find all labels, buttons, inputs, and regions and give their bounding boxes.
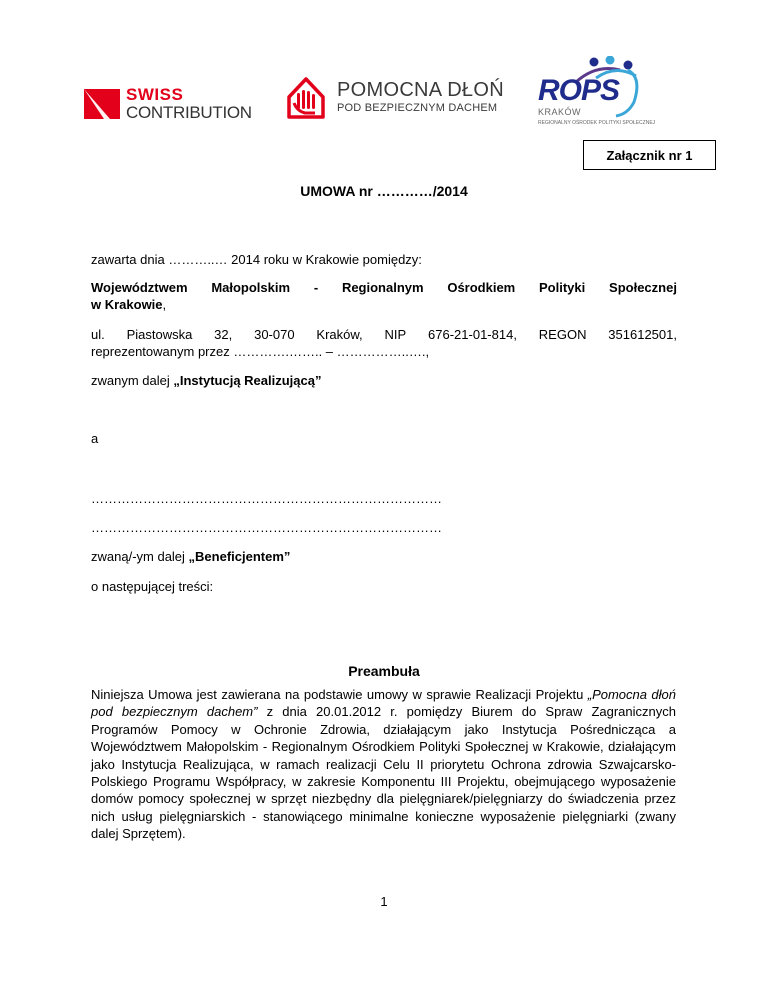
- party1-word: Ośrodkiem: [447, 280, 516, 295]
- party1-called-name: „Instytucją Realizującą”: [173, 373, 322, 388]
- hand-house-icon: [285, 75, 327, 119]
- party1-word: Polityki: [539, 280, 586, 295]
- address-word: 351612501,: [608, 327, 677, 342]
- swiss-logo-line1: SWISS: [126, 85, 184, 104]
- party1-name-line2: [91, 296, 677, 313]
- content-intro: o następującej treści:: [91, 579, 214, 594]
- annex-label: Załącznik nr 1: [583, 140, 716, 170]
- intro-text: zawarta dnia ………..… 2014 roku w Krakowie pomiędzy:: [91, 252, 422, 267]
- page-number: 1: [380, 894, 388, 909]
- dotted-line-2: ………………………………………………………………………: [91, 520, 442, 535]
- rops-subtitle: REGIONALNY OŚRODEK POLITYKI SPOŁECZNEJ: [538, 120, 656, 126]
- party1-name-line1: [91, 279, 677, 296]
- preamble-text-before: Niniejsza Umowa jest zawierana na podstawie umowy w sprawie Realizacji Projektu: [91, 687, 588, 702]
- address-word: NIP: [384, 327, 407, 342]
- pomocna-logo-line2: POD BEZPIECZNYM DACHEM: [337, 102, 498, 114]
- dotted-line-1: ………………………………………………………………………: [91, 491, 442, 506]
- conjunction-text: a: [91, 431, 99, 446]
- address-word: Piastowska: [126, 327, 193, 342]
- party2-called: [91, 548, 677, 565]
- pomocna-dlon-logo: [285, 75, 504, 119]
- party1-called: [91, 372, 677, 389]
- address-word: 32,: [214, 327, 233, 342]
- party1-name-line2-suffix: ,: [162, 297, 167, 312]
- party1-represented: reprezentowanym przez ………….…….. – ……………..….,: [91, 344, 430, 359]
- contract-title: UMOWA nr …………/2014: [300, 183, 468, 199]
- swiss-logo-line2: CONTRIBUTION: [126, 103, 252, 122]
- pomocna-logo-line1: POMOCNA DŁOŃ: [337, 79, 504, 101]
- party2-called-prefix: zwaną/-ym dalej: [91, 549, 189, 564]
- address-word: ul.: [91, 327, 105, 342]
- party1-address-line1: [91, 326, 677, 343]
- party1-called-prefix: zwanym dalej: [91, 373, 174, 388]
- party1-word: Małopolskim: [211, 280, 291, 295]
- party1-word: Województwem: [91, 280, 188, 295]
- rops-logo: [536, 56, 658, 126]
- preamble-project-name: „Pomocna dłoń pod bezpiecznym dachem”: [91, 687, 676, 720]
- address-word: 30-070: [254, 327, 295, 342]
- party1-name-line2-text: w Krakowie: [91, 297, 163, 312]
- preamble-title: Preambuła: [348, 663, 420, 679]
- party1-address: [91, 326, 677, 360]
- swiss-flag-icon: [84, 89, 120, 119]
- address-word: 676-21-01-814,: [428, 327, 517, 342]
- party1-word: Regionalnym: [341, 280, 424, 295]
- preamble-text: [91, 686, 676, 843]
- swiss-contribution-logo: [84, 86, 252, 122]
- party2-called-name: „Beneficjentem”: [188, 549, 291, 564]
- address-word: Kraków,: [316, 327, 363, 342]
- party1-word: Społecznej: [609, 280, 677, 295]
- party1-name: [91, 279, 677, 313]
- address-word: REGON: [538, 327, 587, 342]
- rops-name: ROPS: [538, 74, 620, 107]
- preamble-text-after: z dnia 20.01.2012 r. pomiędzy Biurem do Spraw Zagranicznych Programów Pomocy w Ochronie Zdrowia, działającym jako Instytucja Pośrednicząca a Województwem Małopolskim - Regionalnym Ośrodkiem Polityki Społecznej w Krakowie, działającym jako Instytucja Realizująca, w ramach realizacji Celu II priorytetu Ochrona zdrowia Szwajcarsko-Polskiego Programu Współpracy, w zakresie Komponentu III Projektu, obejmującego wyposażenie domów pomocy społecznej w sprzęt niezbędny dla pielęgniarek/pielęgniarzy do świadczenia przez nich usług pielęgniarskich - stanowiącego minimalne konieczne wyposażenie pielęgniarki (zwany dalej Sprzętem).: [91, 704, 676, 842]
- party1-word: -: [313, 280, 319, 295]
- rops-city: KRAKÓW: [538, 107, 582, 117]
